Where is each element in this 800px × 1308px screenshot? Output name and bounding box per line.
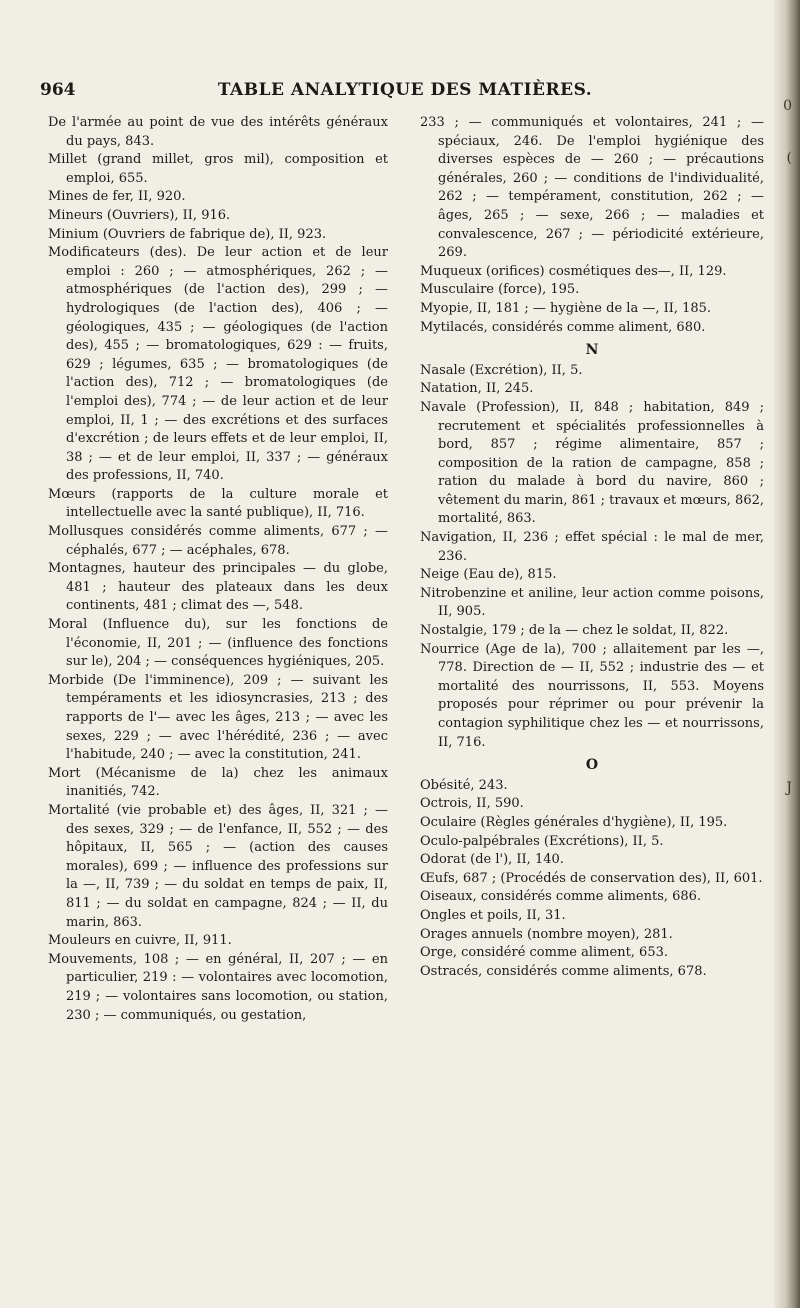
running-title: TABLE ANALYTIQUE DES MATIÈRES.	[217, 80, 593, 100]
index-entry: 233 ; — communiqués et volontaires, 241 ; — spéciaux, 246. De l'emploi hygiénique des diverses espèces de — 260 ; — précautions générales, 260 ; — conditions de l'individualité, 262 ; — tempérament, constitution, 262 ; — âges, 265 ; — sexe, 266 ; — maladies et convalescence, 267 ; — périodicité extérieure, 269.	[420, 115, 764, 261]
index-entry: Oiseaux, considérés comme aliments, 686.	[420, 889, 702, 905]
index-entry: Moral (Influence du), sur les fonctions de l'économie, II, 201 ; — (influence des fonctions sur le), 204 ; — conséquences hygiéniques, 205.	[48, 617, 388, 670]
edge-mark: 0	[783, 98, 792, 114]
index-entry: Morbide (De l'imminence), 209 ; — suivant les tempéraments et les idiosyncrasies, 213 ; des rapports de l'— avec les âges, 213 ; — avec les sexes, 229 ; — avec l'hérédité, 236 ; — avec l'habitude, 240 ; — avec la constitution, 241.	[48, 672, 388, 763]
page-edge-shadow	[774, 0, 800, 1308]
index-entry: Nitrobenzine et aniline, leur action comme poisons, II, 905.	[420, 585, 764, 620]
index-entry: Mouvements, 108 ; — en général, II, 207 ; — en particulier, 219 : — volontaires avec locomotion, 219 ; — volontaires sans locomotion, ou station, 230 ; — communiqués, ou gestation,	[48, 951, 388, 1023]
index-entry: Navale (Profession), II, 848 ; habitation, 849 ; recrutement et spécialités professionnelles à bord, 857 ; régime alimentaire, 857 ; composition de la ration de campagne, 858 ; ration du malade à bord du navire, 860 ; vêtement du marin, 861 ; travaux et mœurs, 862, mortalité, 863.	[420, 399, 764, 527]
index-entry: Millet (grand millet, gros mil), composition et emploi, 655.	[48, 152, 388, 186]
index-entry: Muqueux (orifices) cosmétiques des—, II, 129.	[420, 263, 727, 279]
index-entry: Œufs, 687 ; (Procédés de conservation des), II, 601.	[420, 870, 763, 886]
index-entry: Orages annuels (nombre moyen), 281.	[420, 926, 673, 942]
index-entry: Mœurs (rapports de la culture morale et intellectuelle avec la santé publique), II, 716.	[48, 486, 388, 521]
index-entry: Ostracés, considérés comme aliments, 678.	[420, 963, 707, 979]
index-entry: Ongles et poils, II, 31.	[420, 907, 566, 923]
edge-mark: (	[786, 150, 792, 166]
left-column	[48, 114, 388, 1025]
section-letter-n: N	[585, 342, 599, 359]
index-entry: Octrois, II, 590.	[420, 796, 524, 812]
index-entry: Neige (Eau de), 815.	[420, 567, 557, 583]
index-entry: Nasale (Excrétion), II, 5.	[420, 362, 583, 378]
index-entry: Orge, considéré comme aliment, 653.	[420, 945, 668, 961]
index-entry: Odorat (de l'), II, 140.	[420, 852, 564, 868]
edge-mark: J	[786, 780, 792, 796]
page-header	[40, 80, 770, 104]
page-number: 964	[40, 80, 76, 100]
index-entry: Mollusques considérés comme aliments, 677 ; — céphalés, 677 ; — acéphales, 678.	[48, 524, 388, 558]
index-entry: Mines de fer, II, 920.	[48, 189, 186, 205]
index-entry: Mytilacés, considérés comme aliment, 680.	[420, 319, 706, 335]
index-entry: Natation, II, 245.	[420, 381, 534, 397]
index-entry: Montagnes, hauteur des principales — du globe, 481 ; hauteur des plateaux dans les deux continents, 481 ; climat des —, 548.	[48, 561, 388, 614]
index-entry: Oculo-palpébrales (Excrétions), II, 5.	[420, 833, 664, 849]
index-entry: Navigation, II, 236 ; effet spécial : le mal de mer, 236.	[420, 530, 764, 564]
index-entry: Modificateurs (des). De leur action et de leur emploi : 260 ; — atmosphériques, 262 ; — atmosphériques (de l'action des), 299 ; — hydrologiques (de l'action des), 406 ; — géologiques, 435 ; — géologiques (de l'action des), 455 ; — bromatologiques, 629 : — fruits, 629 ; légumes, 635 ; — bromatologiques (de l'action des), 712 ; — bromatologiques (de l'emploi des), 774 ; — de leur action et de leur emploi, II, 1 ; — des excrétions et des surfaces d'excrétion ; de leurs effets et de leur emploi, II, 38 ; — et de leur emploi, II, 337 ; — généraux des professions, II, 740.	[48, 245, 388, 484]
index-entry: Nourrice (Age de la), 700 ; allaitement par les —, 778. Direction de — II, 552 ; industrie des — et mortalité des nourrissons, II, 553. Moyens proposés pour réprimer ou pour prévenir la contagion syphilitique chez les — et nourrissons, II, 716.	[420, 641, 764, 750]
index-entry: Oculaire (Règles générales d'hygiène), II, 195.	[420, 814, 728, 830]
index-entry: Musculaire (force), 195.	[420, 282, 580, 298]
right-column	[420, 114, 764, 981]
section-letter-o: O	[585, 757, 599, 774]
index-entry: De l'armée au point de vue des intérêts généraux du pays, 843.	[48, 115, 388, 149]
index-entry: Myopie, II, 181 ; — hygiène de la —, II, 185.	[420, 300, 712, 316]
index-entry: Mort (Mécanisme de la) chez les animaux inanitiés, 742.	[48, 765, 388, 800]
index-entry: Mineurs (Ouvriers), II, 916.	[48, 207, 231, 223]
index-entry: Mouleurs en cuivre, II, 911.	[48, 933, 232, 949]
index-entry: Mortalité (vie probable et) des âges, II, 321 ; — des sexes, 329 ; — de l'enfance, II, 552 ; — des hôpitaux, II, 565 ; — (action des causes morales), 699 ; — influence des professions sur la —, II, 739 ; — du soldat en temps de paix, II, 811 ; — du soldat en campagne, 824 ; — II, du marin, 863.	[48, 802, 388, 930]
index-entry: Nostalgie, 179 ; de la — chez le soldat, II, 822.	[420, 623, 729, 639]
index-entry: Obésité, 243.	[420, 777, 508, 793]
index-entry: Minium (Ouvriers de fabrique de), II, 923.	[48, 226, 327, 242]
